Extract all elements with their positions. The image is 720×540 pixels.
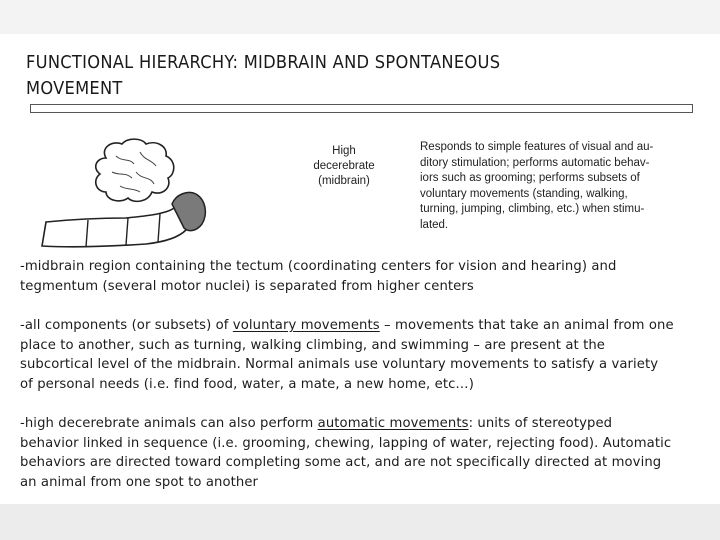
title-line-1: FUNCTIONAL HIERARCHY: MIDBRAIN AND SPONTANEOUS (26, 53, 501, 73)
paragraph-line: an animal from one spot to another (20, 473, 259, 490)
paragraph-line (20, 316, 699, 336)
title-line-2: MOVEMENT (26, 79, 123, 99)
line-text: -high decerebrate animals can also perform (20, 415, 318, 431)
paragraph-line: behavior linked in sequence (i.e. grooming, chewing, lapping of water, rejecting food). Automatic (20, 434, 672, 451)
figure-label-line: decerebrate (313, 160, 375, 172)
term-voluntary-movements: voluntary movements (232, 317, 380, 333)
cortex-outline (96, 139, 174, 201)
paragraph-line: of personal needs (i.e. find food, water, a mate, a new home, etc…) (20, 375, 474, 392)
top-margin-band (0, 0, 720, 34)
line-text: – movements that take an animal from one (379, 317, 674, 333)
paragraph-line: tegmentum (several motor nuclei) is separated from higher centers (20, 277, 474, 294)
slide-page (0, 34, 720, 504)
description-line: Responds to simple features of visual and au- (420, 141, 654, 153)
brainstem-outline (42, 208, 186, 247)
brain-diagram (36, 138, 208, 248)
term-automatic-movements: automatic movements (317, 415, 469, 431)
paragraph-line: -midbrain region containing the tectum (coordinating centers for vision and hearing) and (20, 258, 617, 274)
description-line: turning, jumping, climbing, etc.) when stimu- (420, 203, 645, 215)
description-line: voluntary movements (standing, walking, (420, 187, 628, 200)
paragraph-midbrain-region (20, 257, 720, 296)
paragraph-line: place to another, such as turning, walking climbing, and swimming – are present at the (20, 336, 606, 353)
paragraph-line (20, 414, 699, 434)
figure-label-line: High (332, 145, 356, 157)
bottom-margin-band (0, 504, 720, 540)
slide-title (26, 50, 631, 102)
title-underline-bar (30, 104, 693, 113)
description-line: lated. (420, 218, 449, 231)
paragraph-voluntary-movements (20, 316, 720, 394)
figure-description (420, 140, 720, 233)
line-text: -all components (or subsets) of (20, 317, 233, 333)
paragraph-automatic-movements (20, 414, 720, 492)
description-line: iors such as grooming; performs subsets of (420, 172, 640, 184)
line-text: : units of stereotyped (468, 415, 613, 431)
paragraph-line: subcortical level of the midbrain. Normal animals use voluntary movements to satisfy a variety (20, 356, 659, 372)
figure-label-line: (midbrain) (318, 175, 370, 187)
figure-label (300, 144, 388, 189)
paragraph-line: behaviors are directed toward completing some act, and are not specifically directed at moving (20, 454, 662, 470)
description-line: ditory stimulation; performs automatic behav- (420, 156, 650, 169)
